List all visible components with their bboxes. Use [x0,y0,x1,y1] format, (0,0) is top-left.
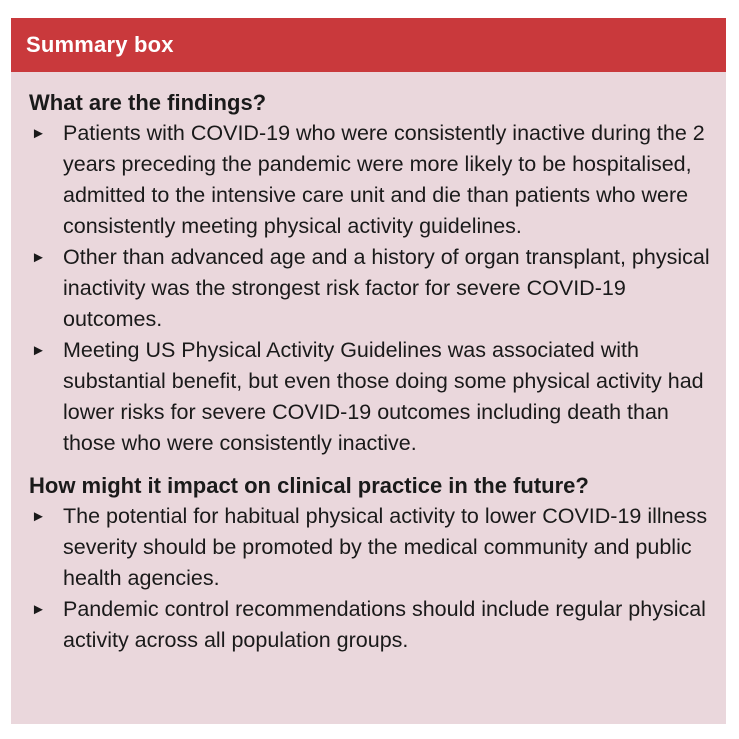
bullet-text: Pandemic control recommendations should include regular physical activity across all population groups. [63,597,706,652]
bullet-text: Meeting US Physical Activity Guidelines was associated with substantial benefit, but even those doing some physical activity had lower risks for severe COVID-19 outcomes including death than those who were consistently inactive. [63,338,704,455]
triangle-bullet-icon: ► [31,125,46,142]
triangle-bullet-icon: ► [31,249,46,266]
list-item [29,594,710,656]
list-item [29,242,710,335]
section-heading: What are the findings? [29,90,267,115]
summary-box [11,18,726,724]
summary-box-content [11,72,726,656]
section-heading: How might it impact on clinical practice in the future? [29,473,589,498]
section-clinical-impact [29,471,710,656]
triangle-bullet-icon: ► [31,342,46,359]
bullet-text: Patients with COVID-19 who were consistently inactive during the 2 years preceding the pandemic were more likely to be hospitalised, admitted to the intensive care unit and die than patients who were consistently meeting physical activity guidelines. [63,121,705,238]
bullet-list [29,118,710,459]
list-item [29,335,710,459]
summary-box-header [11,18,726,72]
list-item [29,501,710,594]
triangle-bullet-icon: ► [31,508,46,525]
bullet-text: Other than advanced age and a history of organ transplant, physical inactivity was the strongest risk factor for severe COVID-19 outcomes. [63,245,710,331]
section-findings [29,88,710,459]
triangle-bullet-icon: ► [31,601,46,618]
summary-box-title: Summary box [26,32,174,57]
list-item [29,118,710,242]
bullet-text: The potential for habitual physical activity to lower COVID-19 illness severity should be promoted by the medical community and public health agencies. [63,504,708,590]
bullet-list [29,501,710,656]
